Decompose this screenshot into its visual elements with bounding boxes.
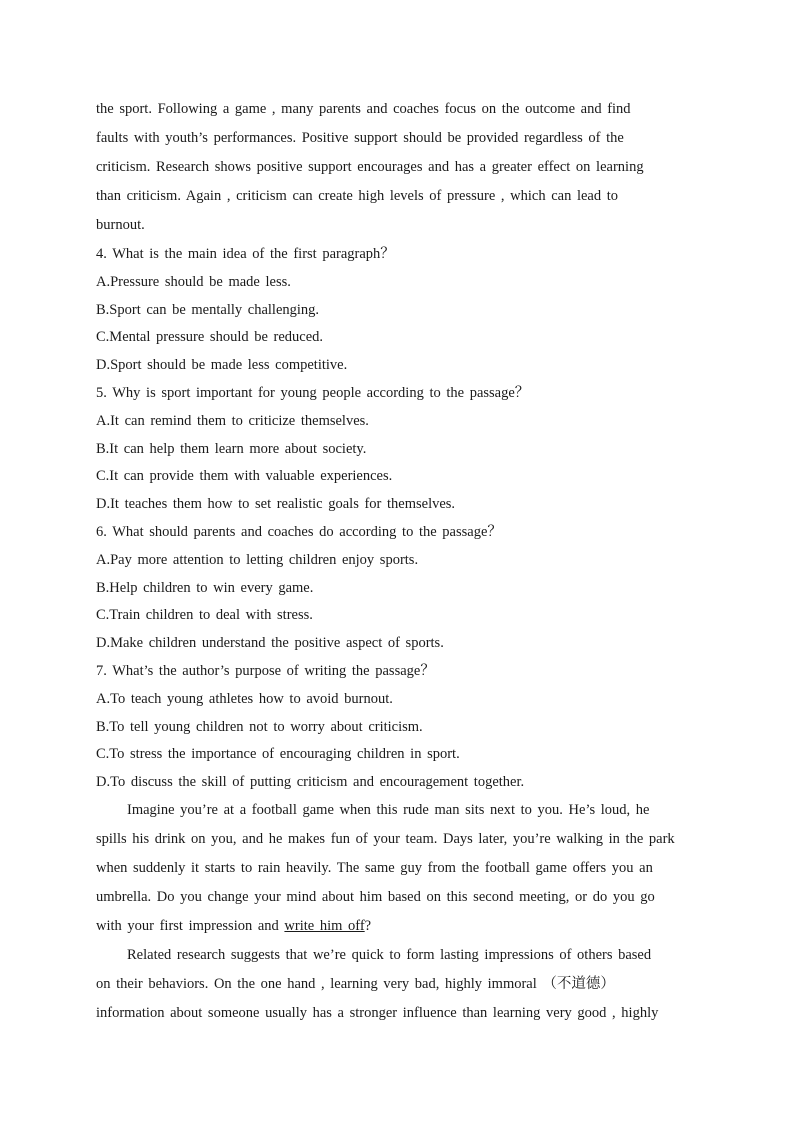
option-c: C.It can provide them with valuable experiences. — [96, 468, 393, 484]
option-d: D.It teaches them how to set realistic goals for themselves. — [96, 495, 456, 512]
passage-end — [96, 95, 700, 240]
option-d: D.Sport should be made less competitive. — [96, 356, 348, 373]
passage-line: umbrella. Do you change your mind about him based on this second meeting, or do you go — [96, 889, 655, 905]
question-stem: 6. What should parents and coaches do according to the passage？ — [96, 524, 502, 540]
option-b: B.To tell young children not to worry about criticism. — [96, 718, 423, 735]
option-c: C.To stress the importance of encouraging children in sport. — [96, 746, 460, 762]
passage-line: burnout. — [96, 217, 145, 233]
option-a: A.Pressure should be made less. — [96, 274, 291, 290]
question-5 — [96, 379, 700, 518]
option-b: B.Sport can be mentally challenging. — [96, 301, 320, 318]
passage-line: criticism. Research shows positive support encourages and has a greater effect on learning — [96, 159, 644, 175]
passage-next-paragraph-2 — [96, 941, 700, 1028]
passage-line: the sport. Following a game , many parents and coaches focus on the outcome and find — [96, 101, 631, 117]
passage-line: Related research suggests that we’re quick to form lasting impressions of others based — [127, 947, 652, 963]
option-b: B.Help children to win every game. — [96, 579, 314, 596]
passage-line: faults with youth’s performances. Positive support should be provided regardless of the — [96, 130, 624, 146]
option-d: D.Make children understand the positive aspect of sports. — [96, 634, 444, 651]
passage-line: when suddenly it starts to rain heavily. The same guy from the football game offers you an — [96, 860, 653, 876]
option-c: C.Mental pressure should be reduced. — [96, 329, 324, 345]
option-a: A.To teach young athletes how to avoid burnout. — [96, 691, 393, 707]
option-b: B.It can help them learn more about society. — [96, 440, 367, 457]
passage-line: Imagine you’re at a football game when this rude man sits next to you. He’s loud, he — [127, 802, 650, 818]
question-stem: 7. What’s the author’s purpose of writing the passage？ — [96, 663, 435, 679]
passage-line: spills his drink on you, and he makes fun of your team. Days later, you’re walking in the park — [96, 831, 675, 847]
passage-text: ? — [364, 918, 372, 934]
passage-line: on their behaviors. On the one hand , learning very bad, highly immoral （不道德） — [96, 976, 615, 992]
passage-line — [96, 912, 700, 941]
question-stem: 4. What is the main idea of the first paragraph？ — [96, 246, 395, 262]
question-7 — [96, 657, 700, 796]
option-a: A.Pay more attention to letting children enjoy sports. — [96, 552, 419, 568]
option-d: D.To discuss the skill of putting criticism and encouragement together. — [96, 773, 525, 790]
question-stem: 5. Why is sport important for young people according to the passage？ — [96, 385, 530, 401]
question-6 — [96, 518, 700, 657]
passage-line: than criticism. Again , criticism can create high levels of pressure , which can lead to — [96, 188, 619, 204]
passage-text: with your first impression and — [96, 918, 285, 934]
option-c: C.Train children to deal with stress. — [96, 607, 313, 623]
question-4 — [96, 240, 700, 379]
passage-next-paragraph-1 — [96, 796, 700, 941]
underlined-phrase: write him off — [284, 918, 365, 934]
passage-line: information about someone usually has a stronger influence than learning very good , highly — [96, 1005, 659, 1021]
option-a: A.It can remind them to criticize themselves. — [96, 413, 369, 429]
document-page — [96, 95, 700, 1028]
